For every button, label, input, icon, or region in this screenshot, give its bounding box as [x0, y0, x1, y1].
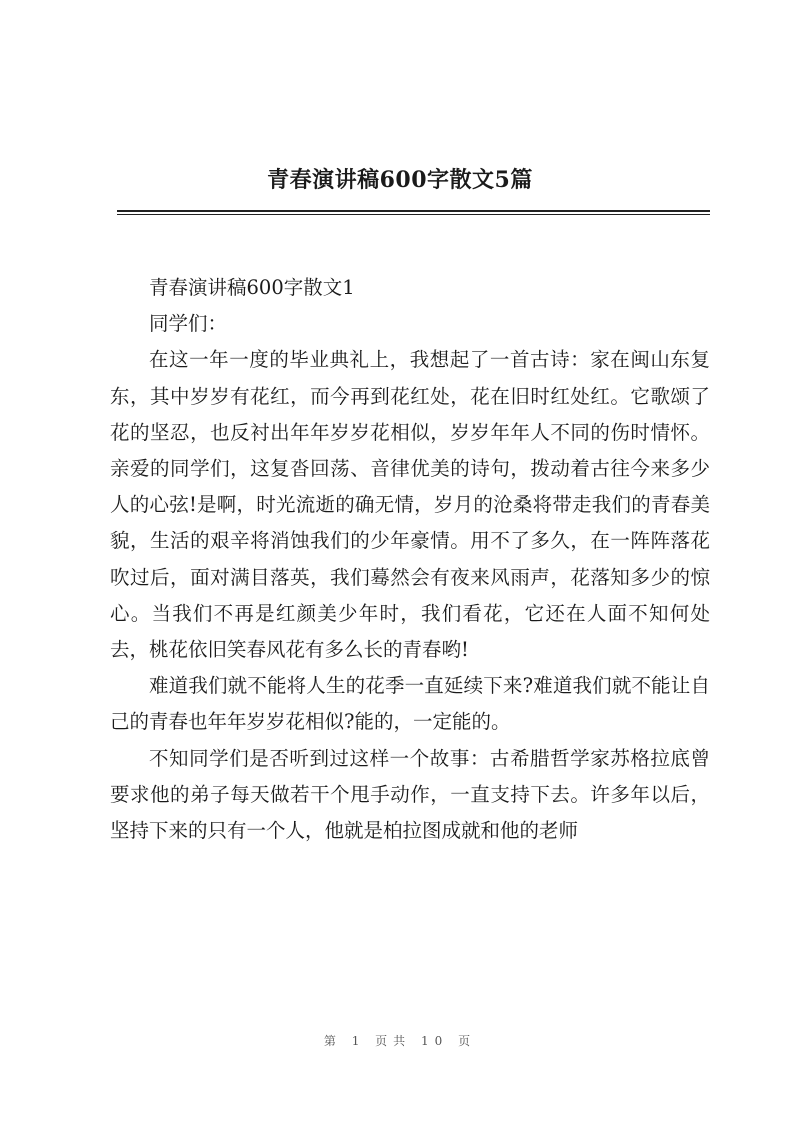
title-divider [117, 210, 710, 212]
document-body [110, 270, 710, 849]
document-title: 青春演讲稿600字散文5篇 [267, 167, 533, 193]
section-heading: 青春演讲稿600字散文1 [149, 276, 355, 299]
body-paragraph: 不知同学们是否听到过这样一个故事：古希腊哲学家苏格拉底曾要求他的弟子每天做若干个甩手动作，一直支持下去。许多年以后，坚持下来的只有一个人，他就是柏拉图成就和他的老师 [110, 746, 710, 843]
title-divider-thin [117, 214, 710, 215]
body-paragraph: 难道我们就不能将人生的花季一直延续下来?难道我们就不能让自己的青春也年年岁岁花相似?能的，一定能的。 [110, 674, 710, 734]
page-footer: 第 1 页共 10 页 [323, 1034, 477, 1048]
salutation: 同学们： [149, 312, 228, 336]
body-paragraph: 在这一年一度的毕业典礼上，我想起了一首古诗：家在闽山东复东，其中岁岁有花红，而今再到花红处，花在旧时红处红。它歌颂了花的坚忍，也反衬出年年岁岁花相似，岁岁年年人不同的伤时情怀。亲爱的同学们，这复沓回荡、音律优美的诗句，拨动着古往今来多少人的心弦!是啊，时光流逝的确无情，岁月的沧桑将带走我们的青春美貌，生活的艰辛将消蚀我们的少年豪情。用不了多久，在一阵阵落花吹过后，面对满目落英，我们蓦然会有夜来风雨声，花落知多少的惊心。当我们不再是红颜美少年时，我们看花，它还在人面不知何处去，桃花依旧笑春风花有多么长的青春哟! [110, 348, 710, 662]
